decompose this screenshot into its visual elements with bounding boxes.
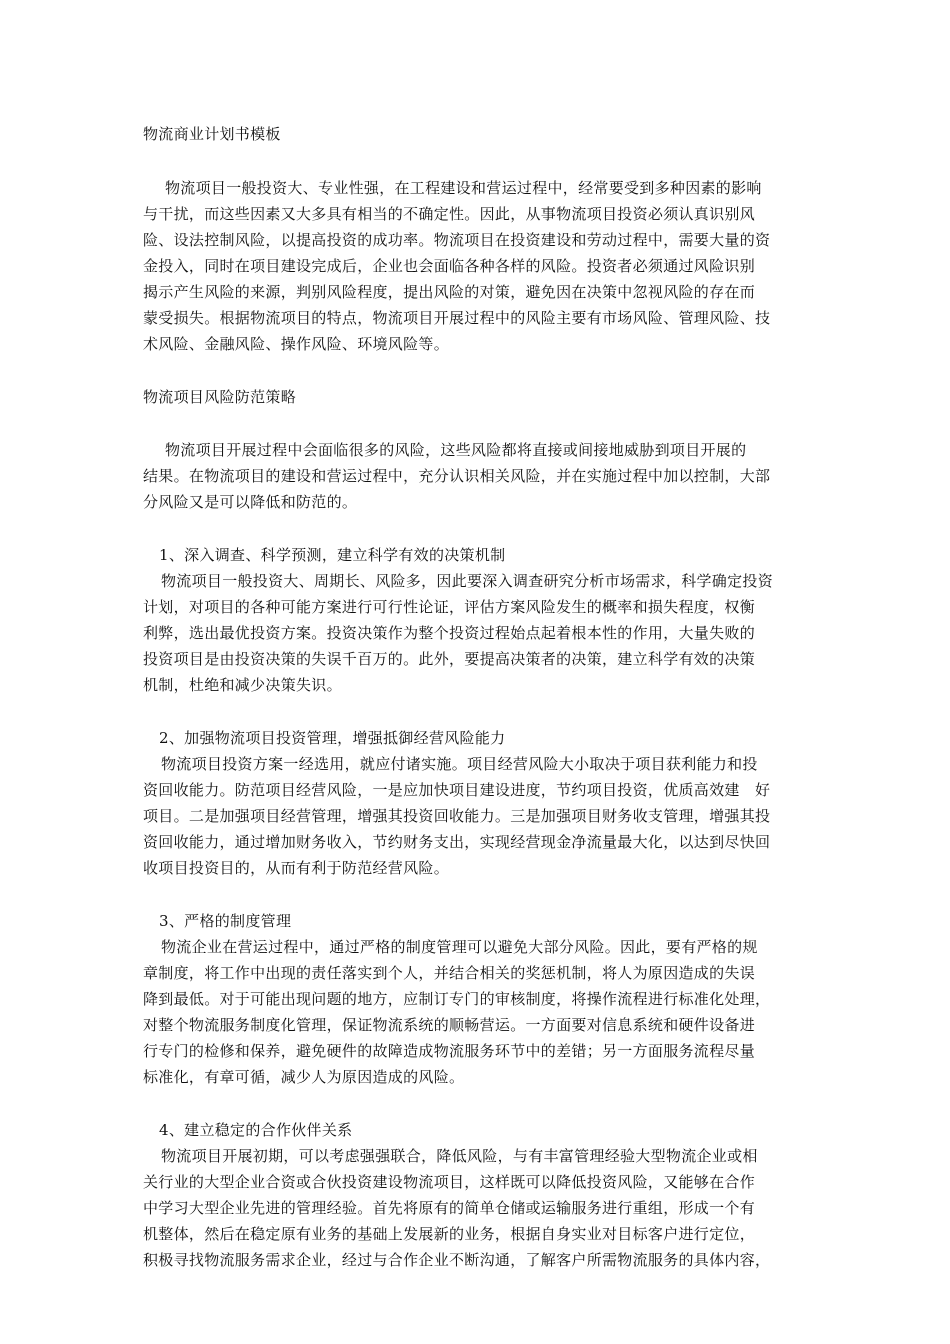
paragraph-line: 积极寻找物流服务需求企业，经过与合作企业不断沟通，了解客户所需物流服务的具体内容， [143, 1251, 771, 1269]
paragraph-line: 揭示产生风险的来源，判别风险程度，提出风险的对策，避免因在决策中忽视风险的存在而 [143, 283, 756, 301]
section-2 [143, 725, 811, 881]
paragraph-line: 降到最低。对于可能出现问题的地方，应制订专门的审核制度，将操作流程进行标准化处理， [143, 990, 771, 1008]
paragraph-line: 利弊，选出最优投资方案。投资决策作为整个投资过程始点起着根本性的作用，大量失败的 [143, 624, 756, 642]
paragraph-line: 标准化，有章可循，减少人为原因造成的风险。 [143, 1068, 465, 1086]
paragraph-line: 机制，杜绝和减少决策失识。 [143, 676, 342, 694]
overview-paragraph [143, 437, 811, 515]
paragraph-line: 物流项目一般投资大、周期长、风险多，因此要深入调查研究分析市场需求，科学确定投资 [161, 572, 774, 590]
paragraph-line: 资回收能力，通过增加财务收入，节约财务支出，实现经营现金净流量最大化，以达到尽快回 [143, 833, 771, 851]
paragraph-line: 计划，对项目的各种可能方案进行可行性论证，评估方案风险发生的概率和损失程度，权衡 [143, 598, 756, 616]
paragraph-line: 蒙受损失。根据物流项目的特点，物流项目开展过程中的风险主要有市场风险、管理风险、技 [143, 309, 771, 327]
paragraph-line: 物流项目一般投资大、专业性强，在工程建设和营运过程中，经常要受到多种因素的影响 [165, 179, 762, 197]
paragraph-line: 关行业的大型企业合资或合伙投资建设物流项目，这样既可以降低投资风险，又能够在合作 [143, 1173, 756, 1191]
section-3 [143, 908, 811, 1090]
document-title: 物流商业计划书模板 [143, 125, 281, 143]
paragraph-line: 物流项目开展初期，可以考虑强强联合，降低风险，与有丰富管理经验大型物流企业或相 [161, 1147, 758, 1165]
section-heading: 4、建立稳定的合作伙伴关系 [159, 1121, 353, 1139]
section-subtitle: 物流项目风险防范策略 [143, 388, 297, 406]
paragraph-line: 项目。二是加强项目经营管理，增强其投资回收能力。三是加强项目财务收支管理，增强其投 [143, 807, 771, 825]
paragraph-line: 中学习大型企业先进的管理经验。首先将原有的简单仓储或运输服务进行重组，形成一个有 [143, 1199, 756, 1217]
paragraph-line: 金投入，同时在项目建设完成后，企业也会面临各种各样的风险。投资者必须通过风险识别 [143, 257, 756, 275]
paragraph-line: 收项目投资目的，从而有利于防范经营风险。 [143, 859, 450, 877]
paragraph-line: 物流项目开展过程中会面临很多的风险，这些风险都将直接或间接地威胁到项目开展的 [165, 441, 747, 459]
section-1 [143, 542, 811, 698]
paragraph-line: 物流项目投资方案一经选用，就应付诸实施。项目经营风险大小取决于项目获利能力和投 [161, 755, 758, 773]
section-heading: 2、加强物流项目投资管理，增强抵御经营风险能力 [159, 729, 506, 747]
paragraph-line: 资回收能力。防范项目经营风险，一是应加快项目建设进度，节约项目投资，优质高效建 好 [143, 781, 771, 799]
paragraph-line: 行专门的检修和保养，避免硬件的故障造成物流服务环节中的差错；另一方面服务流程尽量 [143, 1042, 756, 1060]
paragraph-line: 投资项目是由投资决策的失误千百万的。此外，要提高决策者的决策，建立科学有效的决策 [143, 650, 756, 668]
paragraph-line: 对整个物流服务制度化管理，保证物流系统的顺畅营运。一方面要对信息系统和硬件设备进 [143, 1016, 756, 1034]
paragraph-line: 险、设法控制风险，以提高投资的成功率。物流项目在投资建设和劳动过程中，需要大量的资 [143, 231, 771, 249]
intro-paragraph [143, 175, 811, 357]
section-4 [143, 1117, 811, 1273]
paragraph-line: 机整体，然后在稳定原有业务的基础上发展新的业务，根据自身实业对目标客户进行定位， [143, 1225, 756, 1243]
paragraph-line: 章制度，将工作中出现的责任落实到个人，并结合相关的奖惩机制，将人为原因造成的失误 [143, 964, 756, 982]
paragraph-line: 物流企业在营运过程中，通过严格的制度管理可以避免大部分风险。因此，要有严格的规 [161, 938, 758, 956]
paragraph-line: 分风险又是可以降低和防范的。 [143, 493, 358, 511]
paragraph-line: 术风险、金融风险、操作风险、环境风险等。 [143, 335, 450, 353]
paragraph-line: 结果。在物流项目的建设和营运过程中，充分认识相关风险，并在实施过程中加以控制，大部 [143, 467, 771, 485]
paragraph-line: 与干扰，而这些因素又大多具有相当的不确定性。因此，从事物流项目投资必须认真识别风 [143, 205, 756, 223]
section-heading: 3、严格的制度管理 [159, 912, 292, 930]
section-heading: 1、深入调查、科学预测，建立科学有效的决策机制 [159, 546, 506, 564]
document-page [143, 121, 811, 1273]
